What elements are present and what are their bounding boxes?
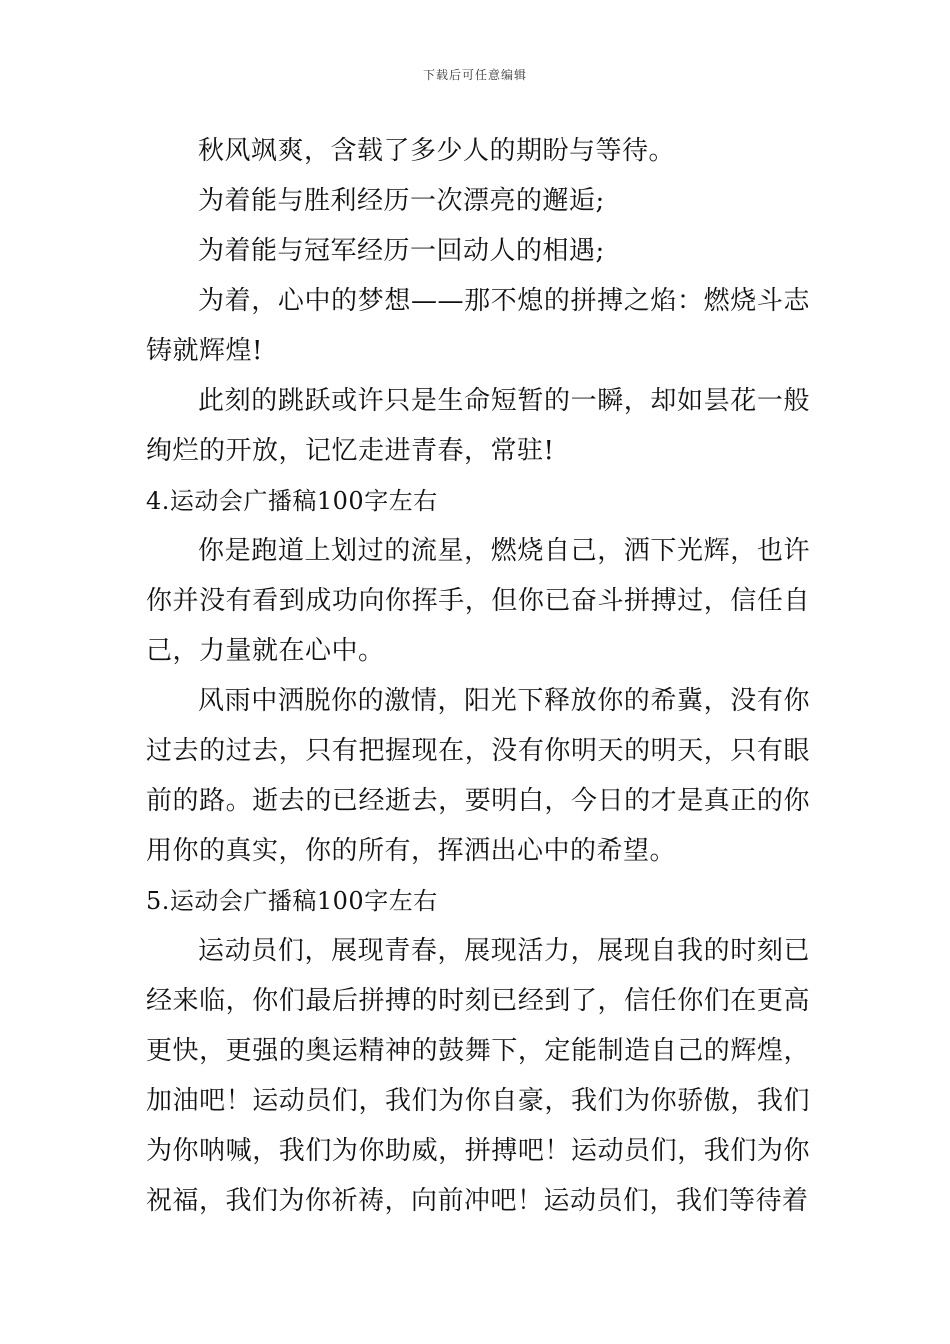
paragraph: 为着能与冠军经历一回动人的相遇; (198, 236, 605, 266)
paragraph: 此刻的跳跃或许只是生命短暂的一瞬，却如昙花一般绚烂的开放，记忆走进青春，常驻! (146, 386, 810, 466)
paragraph: 为着能与胜利经历一次漂亮的邂逅; (198, 186, 605, 216)
section-heading: 5.运动会广播稿100字左右 (146, 887, 438, 915)
paragraph: 为着，心中的梦想——那不熄的拼搏之焰：燃烧斗志铸就辉煌! (146, 286, 810, 366)
paragraph: 你是跑道上划过的流星，燃烧自己，洒下光辉，也许你并没有看到成功向你挥手，但你已奋斗拼搏过，信任自己，力量就在心中。 (146, 536, 810, 666)
paragraph: 风雨中洒脱你的激情，阳光下释放你的希冀，没有你过去的过去，只有把握现在，没有你明天的明天，只有眼前的路。逝去的已经逝去，要明白，今日的才是真正的你用你的真实，你的所有，挥洒出心中的希望。 (146, 686, 810, 866)
paragraph: 秋风飒爽，含载了多少人的期盼与等待。 (198, 136, 676, 166)
paragraph: 运动员们，展现青春，展现活力，展现自我的时刻已经来临，你们最后拼搏的时刻已经到了，信任你们在更高更快，更强的奥运精神的鼓舞下，定能制造自己的辉煌，加油吧！运动员们，我们为你自豪，我们为你骄傲，我们为你呐喊，我们为你助威，拼搏吧！运动员们，我们为你祝福，我们为你祈祷，向前冲吧！运动员们，我们等待着 (146, 936, 810, 1216)
document-body (146, 126, 810, 1226)
header-note: 下载后可任意编辑 (422, 68, 527, 82)
section-heading: 4.运动会广播稿100字左右 (146, 487, 438, 515)
